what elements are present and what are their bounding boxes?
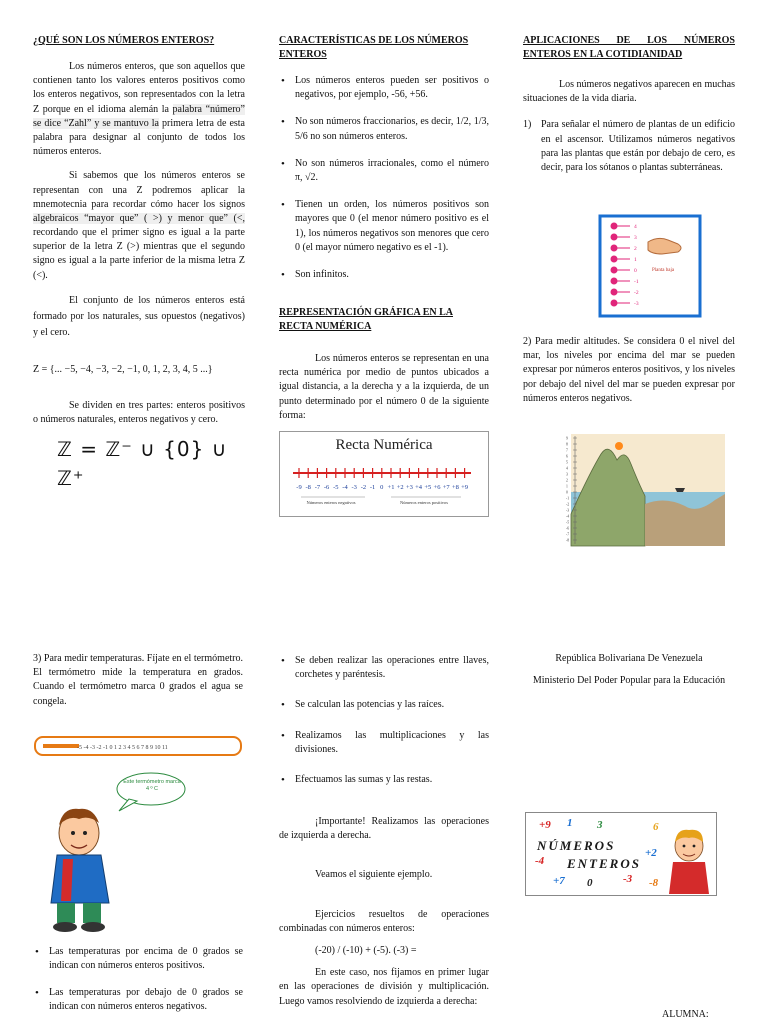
section-title-characteristics: CARACTERÍSTICAS DE LOS NÚMEROS ENTEROS — [279, 35, 469, 60]
ministry-name: Ministerio Del Poder Popular para la Educación — [532, 675, 726, 687]
definition-highlight: palabra “número” se dice “Zahl” y se mantuvo la — [33, 103, 245, 129]
application-elevator — [523, 118, 735, 175]
banner-number: -8 — [649, 877, 659, 889]
elevator-floor-label: 4 — [634, 224, 637, 230]
number-line-label: +1 — [387, 484, 395, 491]
number-line-label: +9 — [461, 484, 469, 491]
elevator-text: Para señalar el número de plantas de un edificio en el ascensor. Utilizamos números negativos para las plantas que están por debajo de cero, es decir, para los sótanos o plantas subterráneas. — [541, 119, 735, 173]
number-line-label: -5 — [333, 484, 339, 491]
example-expression: (-20) / (-10) + (-5). (-3) = — [315, 945, 417, 957]
banner-number: -4 — [535, 855, 545, 867]
exercises-intro: Ejercicios resueltos de operaciones combinadas con números enteros: — [279, 908, 489, 934]
characteristics-list — [279, 74, 489, 282]
item-number: 1) — [523, 119, 532, 131]
elevator-button — [611, 245, 618, 252]
definition-text: Los números enteros, que son aquellos que contienen tanto los valores enteros positivos como los enteros negativos, son representados con la letra Z porque en el idioma alemán la — [33, 61, 245, 115]
number-line-label: +5 — [424, 484, 432, 491]
ground-floor-label: Planta baja — [652, 268, 675, 273]
paragraph-number-line: Los números enteros se representan en una recta numérica por medio de puntos ubicados a igual distancia, a la derecha y a la izquierda, de un punto determinado por el número 0 de la siguiente forma: — [279, 353, 489, 421]
section-title-what-are-integers: ¿QUÉ SON LOS NÚMEROS ENTEROS? — [33, 35, 215, 46]
elevator-floor-label: -1 — [634, 279, 639, 285]
elevator-button — [611, 289, 618, 296]
list-item: • No son números fraccionarios, es decir, 1/2, 1/3, 5/6 no son números enteros. — [279, 115, 489, 143]
column-what-are-integers — [33, 34, 245, 492]
country-name: República Bolivariana De Venezuela — [555, 653, 703, 664]
number-line-label: -1 — [369, 484, 376, 491]
altitude-tick-label: -3 — [566, 508, 570, 513]
list-item: • Se calculan las potencias y las raíces. — [279, 698, 489, 712]
column-applications — [523, 34, 735, 543]
altitude-tick-label: 4 — [566, 466, 568, 471]
list-item: • Efectuamos las sumas y las restas. — [279, 773, 489, 787]
column-operations — [279, 654, 489, 1009]
banner-number: +9 — [539, 819, 551, 831]
altitude-tick-label: 6 — [566, 454, 568, 459]
altitude-figure — [565, 434, 725, 546]
number-line-label: -7 — [314, 484, 321, 491]
important-note: ¡Importante! Realizamos las operaciones de izquierda a derecha. — [279, 816, 489, 842]
number-line-label: +2 — [396, 484, 404, 491]
banner-title-line1: NÚMEROS — [537, 838, 616, 853]
mnemonic-highlight: algebraicos “mayor que” ( >) y menor que” (<, — [33, 212, 245, 224]
elevator-button — [611, 223, 618, 230]
paragraph-parts: Se dividen en tres partes: enteros positivos o números naturales, enteros negativos y cero. — [33, 400, 245, 426]
banner-number: -3 — [623, 873, 633, 885]
list-item: • Son infinitos. — [279, 268, 489, 282]
temperature-text: 3) Para medir temperaturas. Fíjate en el termómetro. El termómetro mide la temperatura en grados. Cuando el termómetro marca 0 grados el agua se congela. — [33, 653, 243, 707]
altitude-tick-label: 0 — [566, 490, 568, 495]
example-explanation: En este caso, nos fijamos en primer lugar en las operaciones de división y multiplicación. Luego vamos resolviendo de izquierda a derecha: — [279, 967, 489, 1007]
number-line-label: -8 — [305, 484, 311, 491]
number-line-figure — [279, 431, 489, 517]
operations-order-list — [279, 654, 489, 787]
student-label: ALUMNA: — [662, 1009, 709, 1020]
elevator-floor-label: -3 — [634, 301, 639, 307]
altitude-tick-label: -6 — [566, 526, 570, 531]
elevator-button — [611, 267, 618, 274]
list-item: • Realizamos las multiplicaciones y las divisiones. — [279, 729, 489, 757]
banner-number: 3 — [597, 819, 603, 831]
paragraph-mnemonic — [33, 169, 245, 283]
list-item: • Se deben realizar las operaciones entre llaves, corchetes y paréntesis. — [279, 654, 489, 682]
section-title-applications: APLICACIONES DE LOS NÚMEROS ENTEROS EN LA COTIDIANIDAD — [523, 35, 735, 60]
altitude-tick-label: -7 — [566, 532, 570, 537]
elevator-figure — [600, 216, 700, 316]
number-line-label: -2 — [360, 484, 367, 491]
integers-banner — [525, 812, 717, 896]
altitude-tick-label: 7 — [566, 448, 568, 453]
negative-label: Números enteros negativos — [306, 500, 356, 505]
list-item: • Los números enteros pueden ser positivos o negativos, por ejemplo, -56, +56. — [279, 74, 489, 102]
elevator-floor-label: 3 — [634, 235, 637, 241]
number-line-label: +8 — [451, 484, 459, 491]
altitude-tick-label: -4 — [566, 514, 570, 519]
banner-number: 6 — [653, 821, 659, 833]
number-line-label: -9 — [296, 484, 302, 491]
altitude-tick-label: -5 — [566, 520, 570, 525]
integer-union-formula: ℤ = ℤ⁻ ∪ {0} ∪ ℤ⁺ — [57, 437, 228, 490]
banner-title-line2: ENTEROS — [567, 856, 641, 871]
altitude-text: 2) Para medir altitudes. Se considera 0 el nivel del mar, los niveles por encima del mar se pueden expresar por números enteros positivos, y los niveles por debajo del nivel del mar se pueden expresar por números enteros negativos. — [523, 336, 735, 404]
altitude-tick-label: 1 — [566, 484, 568, 489]
mnemonic-end: recordando que el primer signo es igual a la parte superior de la letra Z (>) mientras que el segundo signo es igual a la parte inferior de la misma letra Z (<). — [33, 227, 245, 281]
banner-number: 0 — [587, 877, 593, 889]
column-temperatures — [33, 652, 243, 1028]
banner-number: +7 — [553, 875, 565, 887]
cartoon-boy-figure — [33, 763, 181, 933]
list-item: • Las temperaturas por encima de 0 grados se indican con números enteros positivos. — [33, 945, 243, 973]
elevator-floor-label: -2 — [634, 290, 639, 296]
list-item: • Las temperaturas por debajo de 0 grados se indican con números enteros negativos. — [33, 986, 243, 1014]
elevator-floor-label: 0 — [634, 268, 637, 274]
altitude-tick-label: 9 — [566, 436, 568, 441]
elevator-floor-label: 2 — [634, 246, 637, 252]
figure-title: Recta Numérica — [335, 437, 433, 453]
positive-label: Números enteros positivos — [400, 500, 448, 505]
speech-bubble-text: Este termómetro marca 4 º C — [123, 778, 181, 792]
banner-number: 1 — [567, 817, 573, 829]
banner-number: +2 — [645, 847, 657, 859]
boy-illustration — [51, 809, 109, 932]
column-characteristics — [279, 34, 489, 517]
altitude-tick-label: 2 — [566, 478, 568, 483]
altitude-tick-label: 5 — [566, 460, 568, 465]
number-line-label: +3 — [405, 484, 413, 491]
temperature-list — [33, 945, 243, 1015]
example-intro: Veamos el siguiente ejemplo. — [315, 868, 433, 880]
altitude-tick-label: -8 — [566, 538, 570, 543]
number-line-label: -4 — [342, 484, 348, 491]
set-notation: Z = {... −5, −4, −3, −2, −1, 0, 1, 2, 3, 4, 5 ...} — [33, 363, 213, 375]
number-line-label: +4 — [415, 484, 423, 491]
mercury-bar — [43, 744, 79, 748]
paragraph-applications: Los números negativos aparecen en muchas situaciones de la vida diaria. — [523, 79, 735, 105]
column-cover — [520, 652, 738, 1020]
section-title-number-line: REPRESENTACIÓN GRÁFICA EN LA RECTA NUMÉRICA — [279, 307, 454, 333]
altitude-tick-label: -2 — [566, 502, 570, 507]
elevator-button — [611, 256, 618, 263]
list-item: • Tienen un orden, los números positivos son mayores que 0 (el menor número positivo es el 1), los números negativos son menores que cero 0 (el mayor número negativo es el -1). — [279, 198, 489, 255]
elevator-button — [611, 278, 618, 285]
elevator-button — [611, 300, 618, 307]
altitude-tick-label: 3 — [566, 472, 568, 477]
thermometer-figure — [33, 731, 245, 761]
altitude-tick-label: -1 — [566, 496, 570, 501]
number-line-label: +7 — [442, 484, 450, 491]
number-line-label: -3 — [351, 484, 357, 491]
definition-end: primera letra de esta palabra para designar al conjunto de todos los números enteros. — [33, 117, 246, 158]
paragraph-definition — [33, 60, 245, 159]
paragraph-set: El conjunto de los números enteros está formado por los naturales, sus opuestos (negativos) y el cero. — [33, 294, 245, 338]
thermometer-scale: -5 -4 -3 -2 -1 0 1 2 3 4 5 6 7 8 9 10 11 — [77, 744, 168, 751]
number-line-label: 0 — [380, 484, 384, 491]
list-item: • No son números irracionales, como el número π, √2. — [279, 157, 489, 185]
elevator-floor-label: 1 — [634, 257, 637, 263]
number-line-label: +6 — [433, 484, 441, 491]
sun-icon — [615, 442, 623, 450]
mnemonic-text: Si sabemos que los números enteros se representan con una Z podremos aplicar la mnemotecnia para recordar cómo hacer los signos — [33, 170, 245, 210]
elevator-button — [611, 234, 618, 241]
number-line-label: -6 — [323, 484, 330, 491]
altitude-tick-label: 8 — [566, 442, 568, 447]
